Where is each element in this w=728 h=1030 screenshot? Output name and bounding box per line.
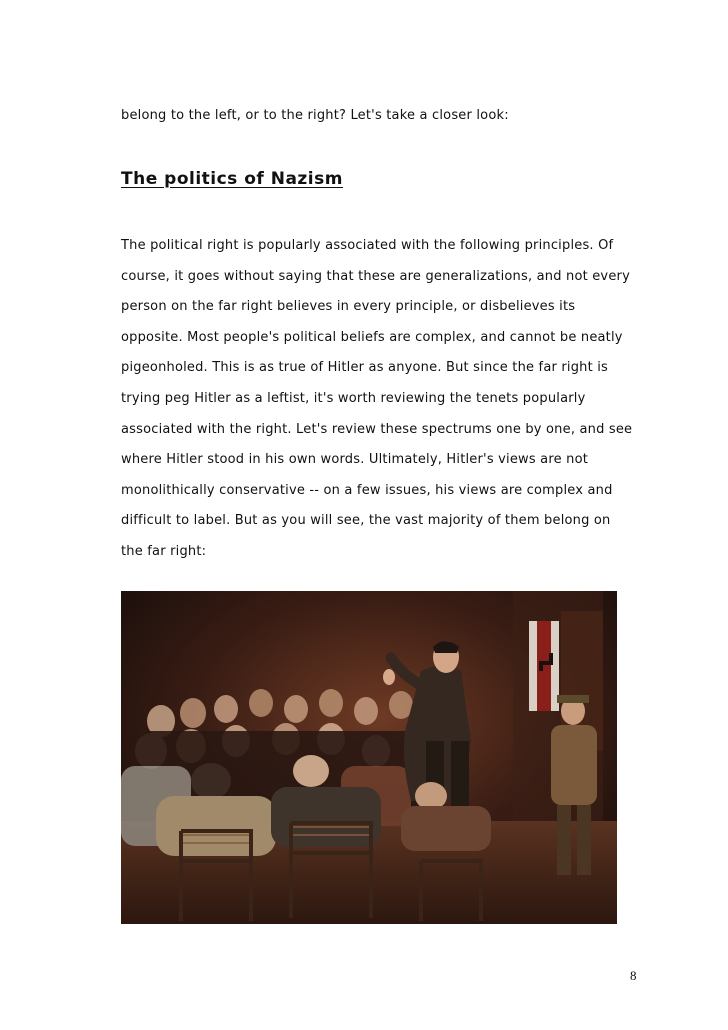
paragraph-line: the far right: [121, 543, 207, 559]
section-heading: The politics of Nazism [121, 169, 343, 189]
intro-line: belong to the left, or to the right? Let's take a closer look: [121, 108, 509, 123]
paragraph-line: person on the far right believes in every principle, or disbelieves its [121, 299, 576, 315]
painting-image [121, 591, 617, 924]
paragraph-line: difficult to label. But as you will see, the vast majority of them belong on [121, 513, 611, 529]
paragraph-line: monolithically conservative -- on a few issues, his views are complex and [121, 482, 613, 498]
paragraph-line: pigeonholed. This is as true of Hitler as anyone. But since the far right is [121, 360, 609, 376]
paragraph-line: course, it goes without saying that these are generalizations, and not every [121, 268, 630, 284]
paragraph-line: associated with the right. Let's review these spectrums one by one, and see [121, 421, 633, 437]
paragraph-line: The political right is popularly associated with the following principles. Of [121, 238, 614, 253]
body-paragraph [121, 231, 681, 568]
page-number: 8 [630, 968, 637, 983]
paragraph-line: trying peg Hitler as a leftist, it's worth reviewing the tenets popularly [121, 390, 586, 406]
paragraph-line: where Hitler stood in his own words. Ultimately, Hitler's views are not [121, 452, 589, 468]
paragraph-line: opposite. Most people's political beliefs are complex, and cannot be neatly [121, 329, 623, 345]
